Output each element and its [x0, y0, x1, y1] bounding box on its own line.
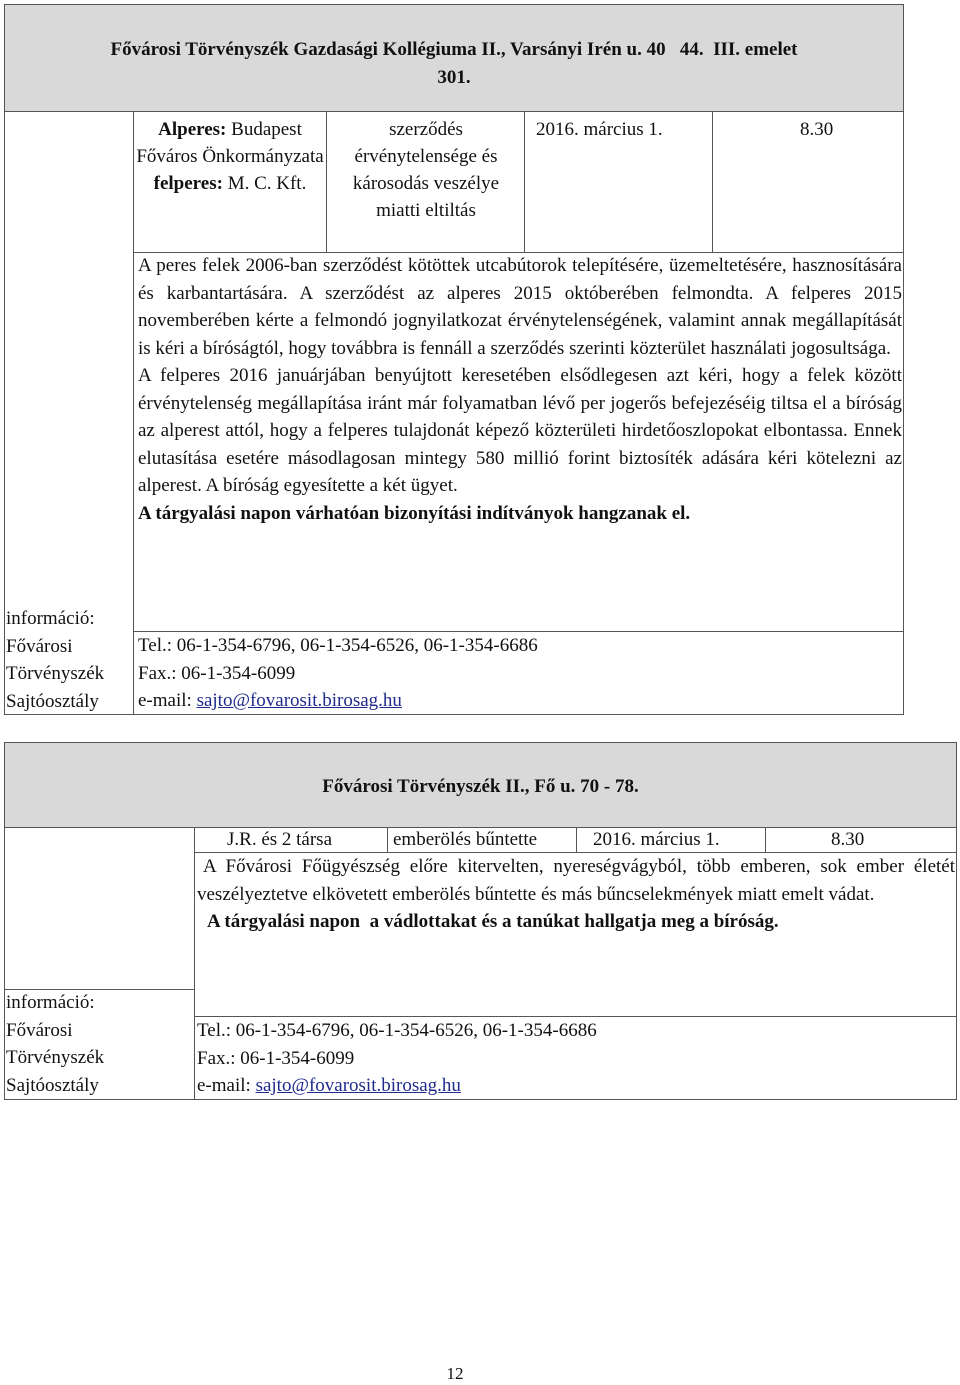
info-org-1: Fővárosi: [6, 635, 73, 657]
case1-court-line2: 301.: [437, 66, 471, 88]
case1-time: 8.30: [800, 119, 834, 140]
email-row: [138, 687, 898, 715]
case1-court-header: [4, 4, 904, 112]
case2-parties: J.R. és 2 társa: [227, 829, 333, 850]
tel: Tel.: 06-1-354-6796, 06-1-354-6526, 06-1-354-6686: [197, 1020, 597, 1041]
plaintiff-value: M. C. Kft.: [222, 173, 307, 194]
case1-court-line1: Fővárosi Törvényszék Gazdasági Kollégiuma II., Varsányi Irén u. 40 44. III. emelet: [110, 39, 798, 60]
tel: Tel.: 06-1-354-6796, 06-1-354-6526, 06-1-354-6686: [138, 635, 538, 656]
case2-highlight: A tárgyalási napon a vádlottakat és a tanúkat hallgatja meg a bíróság.: [207, 911, 779, 932]
case2-court: Fővárosi Törvényszék II., Fő u. 70 - 78.: [322, 776, 639, 797]
info-org-3: Sajtóosztály: [6, 690, 99, 712]
case2-court-header: [4, 742, 957, 828]
email-link[interactable]: sajto@fovarosit.birosag.hu: [196, 690, 402, 711]
case1-contact: [138, 632, 898, 715]
case2-contact: [197, 1017, 952, 1100]
case1-description-p2: A felperes 2016 januárjában benyújtott keresetében elsődlegesen azt kéri, hogy a felek között érvénytelenség megállapítása iránt már folyamatban lévő per jogerős befejezéséig tiltsa el a bíróság az alperest attól, hogy a felperes tulajdonát képező közterületi hirdetőoszlopokat elbontassa. Ennek elutasítása esetére másodlagosan mintegy 580 millió forint biztosíték adására kéri kötelezni az alperest. A bíróság egyesítette a két ügyet.: [138, 365, 902, 496]
info-org-3: Sajtóosztály: [6, 1074, 99, 1096]
case2-description-text: A Fővárosi Főügyészség előre kitervelten, nyereségvágyból, több emberen, sok ember életét veszélyeztetve elkövetett emberölés bűntette és más bűncselekmények miatt emelt vádat.: [197, 856, 955, 905]
case1-description-p1: A peres felek 2006-ban szerződést kötöttek utcabútorok telepítésére, üzemeltetésére, hasznosítására és karbantartására. A szerződést az alperes 2015 októberében felmondta. A felperes 2015 novemberében kérte a felmondó jognyilatkozat érvénytelenségének, valamint annak megállapítását is kéri a bíróságtól, hogy továbbra is fennáll a szerződés szerinti közterület használati jogosultsága.: [138, 255, 902, 359]
case2-time: 8.30: [831, 829, 865, 850]
plaintiff-label: felperes:: [153, 173, 223, 194]
info-label: információ:: [6, 608, 95, 629]
case1-highlight: A tárgyalási napon várhatóan bizonyítási indítványok hangzanak el.: [138, 502, 691, 524]
fax: Fax.: 06-1-354-6099: [197, 1047, 355, 1069]
info-org-2: Törvényszék: [6, 663, 105, 684]
defendant-label: Alperes:: [158, 119, 227, 140]
case2-description: [197, 853, 955, 936]
case1-parties: [136, 116, 324, 197]
info-org-1: Fővárosi: [6, 1019, 73, 1041]
page-number: 12: [446, 1364, 464, 1383]
email-label: e-mail:: [138, 690, 197, 711]
case1-description: [138, 252, 902, 527]
email-link[interactable]: sajto@fovarosit.birosag.hu: [255, 1075, 461, 1096]
info-label: információ:: [6, 992, 95, 1013]
case1-subject: szerződés érvénytelensége és károsodás veszélye miatti eltiltás: [352, 119, 500, 221]
email-label: e-mail:: [197, 1075, 256, 1096]
fax: Fax.: 06-1-354-6099: [138, 662, 296, 684]
case2-info-org: [6, 989, 192, 1099]
case2-subject: emberölés bűntette: [393, 829, 538, 850]
case2-date: 2016. március 1.: [593, 829, 720, 850]
defendant-value: Budapest Főváros Önkormányzata: [136, 119, 324, 167]
case1-date: 2016. március 1.: [536, 119, 663, 140]
case1-info-org: [6, 605, 132, 715]
email-row: [197, 1072, 952, 1100]
info-org-2: Törvényszék: [6, 1047, 105, 1068]
